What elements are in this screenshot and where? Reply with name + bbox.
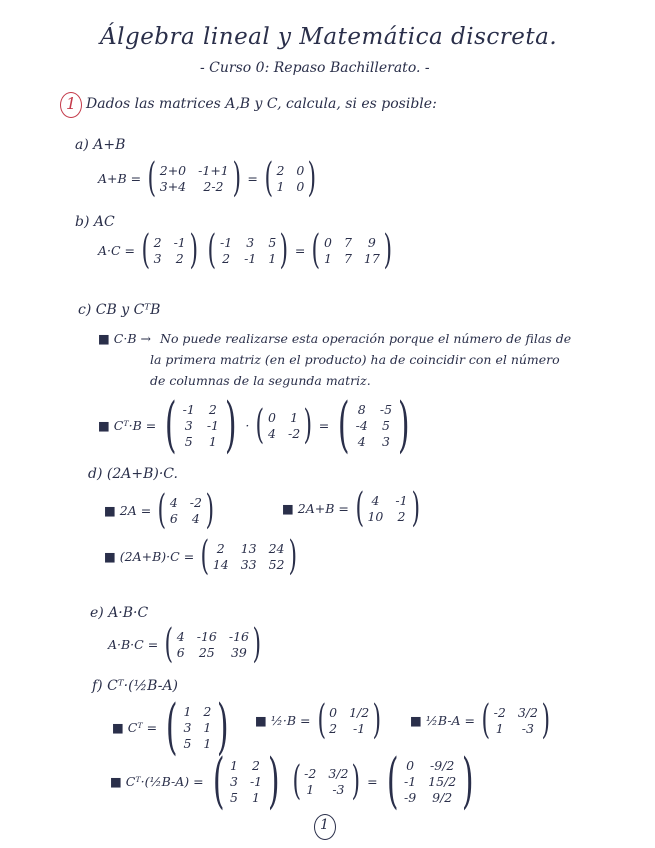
exercise-number: 1 <box>66 94 77 113</box>
part-e-equation <box>108 621 265 667</box>
matrix-cell: -5 <box>379 401 393 417</box>
part-f-matrix-half-b-minus-a: ( -2 3/2 1 -3 ) <box>481 697 551 743</box>
matrix-cell: 1 <box>324 250 332 266</box>
matrix-cell: 8 <box>357 401 366 417</box>
part-d-equation-product <box>104 533 300 579</box>
matrix-cell: 5 <box>229 789 238 805</box>
matrix-cell: 14 <box>212 556 229 572</box>
matrix-cell: -4 <box>355 417 368 433</box>
matrix-cell: 4 <box>357 433 366 449</box>
matrix-cell: 2 <box>397 508 406 524</box>
part-c-matrix-b: ( 0 1 4 -2 ) <box>255 402 313 448</box>
part-b-matrix-result: ( 0 7 9 1 7 17 ) <box>311 227 392 273</box>
part-d-equation-2a <box>104 487 218 533</box>
part-f-lhs-1: ■ Cᵀ = <box>112 719 158 735</box>
part-e-lhs: A·B·C = <box>108 636 159 652</box>
part-f-matrix-ct-2: ( 1 2 3 -1 5 1 ) <box>212 746 280 816</box>
part-a-label: a) A+B <box>75 137 126 153</box>
matrix-cell: 9/2 <box>432 789 453 805</box>
matrix-cell: 1 <box>290 409 299 425</box>
matrix-cell: 2 <box>222 250 231 266</box>
matrix-cell: 1 <box>183 703 192 719</box>
part-d-lhs-3: ■ (2A+B)·C = <box>104 548 195 564</box>
matrix-cell: 3/2 <box>517 704 538 720</box>
matrix-cell: 3+4 <box>159 178 187 194</box>
matrix-cell: 2+0 <box>159 162 187 178</box>
part-f-label: f) Cᵀ·(½B-A) <box>92 678 179 694</box>
page-subtitle: - Curso 0: Repaso Bachillerato. - <box>200 60 430 76</box>
equals-sign: = <box>367 773 378 789</box>
matrix-cell: 1 <box>252 789 260 805</box>
part-f-matrix-half-b-minus-a-2: ( -2 3/2 1 -3 ) <box>292 758 361 804</box>
matrix-cell: 2 <box>276 162 285 178</box>
matrix-cell: 2 <box>216 540 225 556</box>
part-f-equation-half-b-minus-a <box>410 697 554 743</box>
matrix-cell: 4 <box>371 492 380 508</box>
matrix-cell: 4 <box>268 425 276 441</box>
matrix-cell: 9 <box>367 234 376 250</box>
matrix-cell: 4 <box>191 510 200 526</box>
matrix-cell: 52 <box>268 556 285 572</box>
matrix-cell: 5 <box>183 735 192 751</box>
matrix-cell: 0 <box>296 178 305 194</box>
matrix-cell: 5 <box>184 433 193 449</box>
matrix-cell: 7 <box>343 234 352 250</box>
matrix-cell: -1 <box>403 773 417 789</box>
matrix-cell: 25 <box>198 644 215 660</box>
matrix-cell: -2 <box>287 425 301 441</box>
matrix-cell: 10 <box>367 508 384 524</box>
matrix-cell: -16 <box>228 628 250 644</box>
part-d-matrix-2a-plus-b: ( 4 -1 10 2 ) <box>355 485 420 531</box>
matrix-cell: 2 <box>175 250 184 266</box>
matrix-cell: 3 <box>229 773 238 789</box>
matrix-cell: 3 <box>183 719 192 735</box>
part-f-matrix-ct: ( 1 2 3 1 5 1 ) <box>165 692 229 762</box>
part-f-matrix-half-b: ( 0 1/2 2 -1 ) <box>317 697 382 743</box>
part-d-lhs-2: ■ 2A+B = <box>282 500 349 516</box>
matrix-cell: -3 <box>521 720 534 736</box>
matrix-cell: 1 <box>276 178 285 194</box>
matrix-cell: 4 <box>169 494 178 510</box>
part-c-note-line-2: la primera matriz (en el producto) ha de coincidir con el número <box>150 352 560 367</box>
matrix-cell: 2-2 <box>203 178 224 194</box>
part-b-matrix-c: ( -1 3 5 2 -1 1 ) <box>207 227 289 273</box>
part-d-equation-2a-plus-b <box>282 485 423 531</box>
matrix-cell: 4 <box>176 628 185 644</box>
matrix-cell: 24 <box>268 540 285 556</box>
part-c-lhs: ■ Cᵀ·B = <box>98 417 157 433</box>
matrix-cell: -1 <box>353 720 366 736</box>
part-f-equation-half-b <box>255 697 385 743</box>
matrix-cell: -2 <box>493 704 506 720</box>
part-b-equation <box>98 227 395 273</box>
part-f-matrix-result: ( 0 -9/2 -1 15/2 -9 9/2 ) <box>386 746 474 816</box>
matrix-cell: 5 <box>268 234 277 250</box>
matrix-cell: 0 <box>329 704 338 720</box>
matrix-cell: -1 <box>173 234 186 250</box>
matrix-cell: 2 <box>208 401 217 417</box>
part-f-lhs-3: ■ ½B-A = <box>410 712 476 728</box>
equals-sign: = <box>294 242 306 258</box>
matrix-cell: -1 <box>206 417 219 433</box>
part-a-lhs: A+B = <box>98 170 142 186</box>
matrix-cell: 13 <box>240 540 257 556</box>
page-number: 1 <box>320 817 329 833</box>
matrix-cell: 2 <box>203 703 212 719</box>
matrix-cell: -1 <box>249 773 263 789</box>
matrix-cell: -1 <box>395 492 408 508</box>
matrix-cell: 1 <box>268 250 277 266</box>
matrix-cell: -9/2 <box>430 757 455 773</box>
matrix-cell: 1 <box>229 757 238 773</box>
matrix-cell: -1 <box>219 234 233 250</box>
part-d-lhs-1: ■ 2A = <box>104 502 152 518</box>
matrix-cell: 0 <box>268 409 276 425</box>
matrix-cell: 15/2 <box>428 773 457 789</box>
part-f-lhs-4: ■ Cᵀ·(½B-A) = <box>110 773 204 789</box>
part-c-label: c) CB y CᵀB <box>78 302 161 318</box>
part-c-note-prefix: ■ C·B → <box>98 331 151 346</box>
matrix-cell: 3 <box>381 433 390 449</box>
matrix-cell: -2 <box>189 494 202 510</box>
matrix-cell: 3 <box>246 234 255 250</box>
matrix-cell: 39 <box>230 644 247 660</box>
part-f-equation-final <box>110 746 480 816</box>
equals-sign: = <box>247 170 258 186</box>
part-c-equation <box>98 390 415 460</box>
matrix-cell: 7 <box>343 250 352 266</box>
matrix-cell: -1 <box>244 250 257 266</box>
part-b-matrix-a: ( 2 -1 3 2 ) <box>141 227 198 273</box>
matrix-cell: 6 <box>176 644 185 660</box>
part-e-label: e) A·B·C <box>90 605 149 621</box>
part-c-matrix-result: ( 8 -5 -4 5 4 3 ) <box>338 390 410 460</box>
matrix-cell: -1+1 <box>198 162 229 178</box>
matrix-cell: 2 <box>329 720 338 736</box>
matrix-cell: 5 <box>381 417 390 433</box>
equals-sign: = <box>318 417 330 433</box>
matrix-cell: 1 <box>495 720 504 736</box>
matrix-cell: 17 <box>363 250 380 266</box>
part-a-matrix-result: ( 2 0 1 0 ) <box>264 155 317 201</box>
matrix-cell: 0 <box>406 757 415 773</box>
matrix-cell: 33 <box>240 556 257 572</box>
part-a-matrix-sum: ( 2+0 -1+1 3+4 2-2 ) <box>147 155 241 201</box>
matrix-cell: 1 <box>306 781 315 797</box>
part-c-note-line-3: de columnas de la segunda matriz. <box>150 373 371 388</box>
part-d-matrix-result: ( 2 13 24 14 33 52 ) <box>200 533 297 579</box>
matrix-cell: 2 <box>252 757 260 773</box>
matrix-cell: -3 <box>332 781 345 797</box>
part-e-matrix-result: ( 4 -16 -16 6 25 39 ) <box>164 621 262 667</box>
matrix-cell: 1 <box>208 433 217 449</box>
matrix-cell: 3/2 <box>328 765 349 781</box>
matrix-cell: -2 <box>304 765 317 781</box>
matrix-cell: 2 <box>153 234 162 250</box>
part-a-equation <box>98 155 320 201</box>
matrix-cell: -1 <box>182 401 195 417</box>
dot-sign: · <box>245 417 250 433</box>
page-title: Álgebra lineal y Matemática discreta. <box>100 24 558 50</box>
part-c-note-line-1: No puede realizarse esta operación porque el número de filas de <box>160 331 572 346</box>
part-d-label: d) (2A+B)·C. <box>88 466 178 482</box>
matrix-cell: 3 <box>184 417 193 433</box>
part-b-label: b) AC <box>75 214 115 230</box>
matrix-cell: 0 <box>296 162 305 178</box>
matrix-cell: 1 <box>203 735 212 751</box>
matrix-cell: 0 <box>324 234 332 250</box>
matrix-cell: -16 <box>196 628 217 644</box>
matrix-cell: 6 <box>169 510 178 526</box>
matrix-cell: 1 <box>203 719 212 735</box>
part-d-matrix-2a: ( 4 -2 6 4 ) <box>157 487 215 533</box>
part-c-matrix-ct: ( -1 2 3 -1 5 1 ) <box>165 390 237 460</box>
matrix-cell: -9 <box>403 789 417 805</box>
matrix-cell: 3 <box>153 250 162 266</box>
part-b-lhs: A·C = <box>98 242 136 258</box>
exercise-statement: Dados las matrices A,B y C, calcula, si es posible: <box>86 96 437 112</box>
part-f-lhs-2: ■ ½·B = <box>255 712 311 728</box>
matrix-cell: 1/2 <box>349 704 370 720</box>
